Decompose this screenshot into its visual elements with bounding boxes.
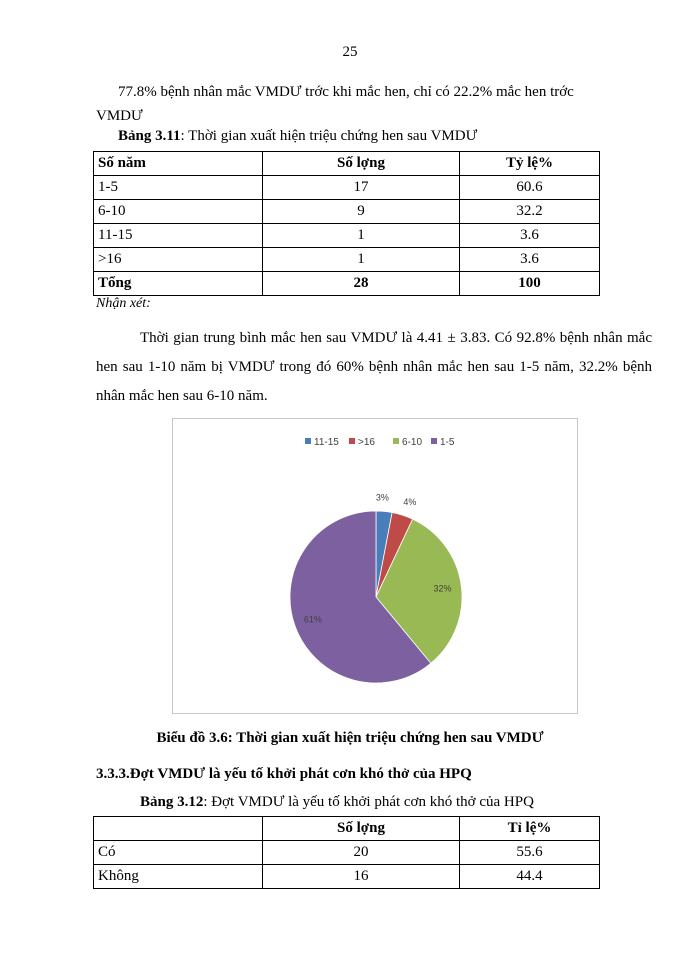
remark-paragraph-text: Thời gian trung bình mắc hen sau VMDƯ là 4.41 ± 3.83. Có 92.8% bệnh nhân mắc hen sau 1-10 năm bị VMDƯ trong đó 60% bệnh nhân mắc hen sau 1-5 năm, 32.2% bệnh nhân mắc hen sau 6-10 năm.	[96, 330, 652, 404]
header-cell	[94, 817, 263, 841]
legend-label: >16	[358, 437, 375, 448]
legend-swatch	[393, 438, 399, 444]
pie-data-label: 61%	[303, 614, 322, 625]
table-cell: 17	[263, 176, 460, 200]
pie-data-label: 32%	[433, 583, 452, 594]
table-row	[94, 224, 600, 248]
pie-data-label: 3%	[375, 492, 389, 503]
table-cell: 1-5	[94, 176, 263, 200]
table-3-12	[93, 816, 600, 889]
legend-label: 11-15	[314, 437, 339, 448]
chart-caption: Biểu đồ 3.6: Thời gian xuất hiện triệu chứng hen sau VMDƯ	[156, 730, 544, 746]
header-cell: Tỉ lệ%	[460, 817, 600, 841]
table-cell: 55.6	[460, 841, 600, 865]
total-cell: Tổng	[94, 272, 263, 296]
section-heading: 3.3.3.Đợt VMDƯ là yếu tố khởi phát cơn khó thở của HPQ	[96, 766, 472, 782]
legend-swatch	[349, 438, 355, 444]
intro-line-2: VMDƯ	[96, 108, 143, 124]
legend-label: 6-10	[402, 437, 423, 448]
legend-swatch	[305, 438, 311, 444]
table-cell: 20	[263, 841, 460, 865]
table-cell: 44.4	[460, 865, 600, 889]
table-3-11-caption	[118, 128, 477, 145]
table-header-row	[94, 152, 600, 176]
pie-chart-svg	[173, 419, 577, 713]
page-number: 25	[342, 44, 358, 60]
table-3-12-caption-number: Bảng 3.12	[140, 794, 204, 810]
table-total-row	[94, 272, 600, 296]
header-cell: Tỷ lệ%	[460, 152, 600, 176]
table-cell: 3.6	[460, 224, 600, 248]
table-3-12-caption-text: : Đợt VMDƯ là yếu tố khởi phát cơn khó thở của HPQ	[203, 794, 534, 810]
chart-legend	[305, 437, 455, 448]
header-cell: Số lợng	[263, 152, 460, 176]
intro-line-1: 77.8% bệnh nhân mắc VMDƯ trớc khi mắc hen, chỉ có 22.2% mắc hen trớc	[118, 84, 574, 100]
total-cell: 28	[263, 272, 460, 296]
table-cell: 1	[263, 224, 460, 248]
table-cell: >16	[94, 248, 263, 272]
table-cell: 3.6	[460, 248, 600, 272]
header-cell: Số lợng	[263, 817, 460, 841]
table-cell: 60.6	[460, 176, 600, 200]
pie-slices	[290, 511, 462, 683]
table-cell: 9	[263, 200, 460, 224]
table-3-12-caption	[140, 794, 534, 811]
table-3-11-caption-text: : Thời gian xuất hiện triệu chứng hen sau VMDƯ	[180, 128, 478, 144]
table-cell: 32.2	[460, 200, 600, 224]
table-cell: 16	[263, 865, 460, 889]
table-row	[94, 865, 600, 889]
legend-swatch	[431, 438, 437, 444]
table-cell: Có	[94, 841, 263, 865]
remark-label: Nhận xét:	[96, 296, 151, 311]
table-row	[94, 841, 600, 865]
table-cell: 1	[263, 248, 460, 272]
legend-label: 1-5	[440, 437, 455, 448]
table-cell: Không	[94, 865, 263, 889]
table-row	[94, 248, 600, 272]
pie-chart	[172, 418, 578, 714]
table-row	[94, 200, 600, 224]
table-row	[94, 176, 600, 200]
pie-data-label: 4%	[403, 496, 417, 507]
total-cell: 100	[460, 272, 600, 296]
table-cell: 11-15	[94, 224, 263, 248]
header-cell: Số năm	[94, 152, 263, 176]
table-3-11-caption-number: Bảng 3.11	[118, 128, 181, 144]
remark-paragraph	[96, 324, 652, 411]
table-cell: 6-10	[94, 200, 263, 224]
table-3-11	[93, 151, 600, 296]
table-header-row	[94, 817, 600, 841]
